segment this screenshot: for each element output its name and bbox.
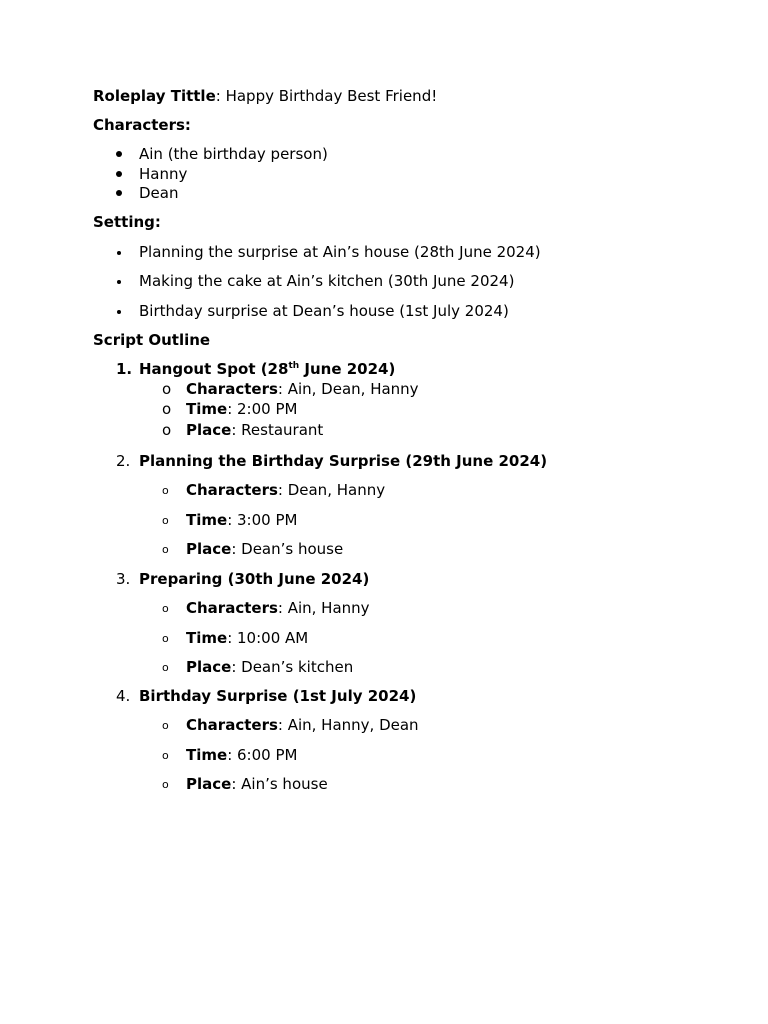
title-label: Roleplay Tittle bbox=[93, 87, 216, 105]
circle-bullet-icon: o bbox=[162, 380, 172, 398]
scene-title: Preparing (30th June 2024) bbox=[139, 570, 370, 588]
detail-label: Time bbox=[186, 511, 228, 529]
detail-value: : Dean, Hanny bbox=[277, 481, 386, 499]
detail-value: : 6:00 PM bbox=[227, 746, 298, 764]
character-item: Dean bbox=[139, 184, 179, 202]
circle-bullet-icon: o bbox=[162, 778, 169, 791]
bullet-dot-icon bbox=[117, 280, 121, 284]
detail-value: : Ain, Hanny, Dean bbox=[277, 716, 419, 734]
detail-label: Time bbox=[186, 400, 228, 418]
detail-value: : Restaurant bbox=[231, 421, 324, 439]
scene-detail-characters bbox=[186, 715, 419, 735]
detail-value: : 10:00 AM bbox=[227, 629, 309, 647]
circle-bullet-icon: o bbox=[162, 400, 172, 418]
scene-number: 4. bbox=[116, 687, 131, 705]
scene-number: 1. bbox=[116, 360, 133, 378]
detail-value: : Ain’s house bbox=[231, 775, 328, 793]
scene-title-superscript: th bbox=[288, 361, 300, 371]
detail-value: : 2:00 PM bbox=[227, 400, 298, 418]
circle-bullet-icon: o bbox=[162, 514, 169, 527]
circle-bullet-icon: o bbox=[162, 602, 169, 615]
circle-bullet-icon: o bbox=[162, 421, 172, 439]
detail-label: Place bbox=[186, 658, 232, 676]
scene-title-text: Hangout Spot (28 bbox=[139, 360, 289, 378]
setting-item: Planning the surprise at Ain’s house (28th June 2024) bbox=[139, 243, 541, 261]
bullet-dot-icon bbox=[116, 171, 122, 177]
bullet-dot-icon bbox=[117, 251, 121, 255]
outline-heading: Script Outline bbox=[93, 331, 211, 349]
scene-detail-characters bbox=[186, 480, 385, 500]
circle-bullet-icon: o bbox=[162, 749, 169, 762]
bullet-dot-icon bbox=[116, 151, 122, 157]
scene-number: 2. bbox=[116, 452, 131, 470]
scene-title: Birthday Surprise (1st July 2024) bbox=[139, 687, 417, 705]
circle-bullet-icon: o bbox=[162, 543, 169, 556]
detail-value: : Dean’s kitchen bbox=[231, 658, 354, 676]
setting-item: Making the cake at Ain’s kitchen (30th June 2024) bbox=[139, 272, 515, 290]
bullet-dot-icon bbox=[117, 310, 121, 314]
circle-bullet-icon: o bbox=[162, 661, 169, 674]
circle-bullet-icon: o bbox=[162, 719, 169, 732]
title-value: : Happy Birthday Best Friend! bbox=[215, 87, 438, 105]
scene-detail-place bbox=[186, 539, 343, 559]
detail-value: : Ain, Dean, Hanny bbox=[277, 380, 419, 398]
detail-label: Time bbox=[186, 629, 228, 647]
detail-label: Characters bbox=[186, 599, 278, 617]
detail-label: Characters bbox=[186, 716, 278, 734]
scene-detail-place bbox=[186, 657, 353, 677]
detail-label: Place bbox=[186, 775, 232, 793]
scene-detail-time bbox=[186, 399, 297, 419]
detail-label: Time bbox=[186, 746, 228, 764]
scene-title: Planning the Birthday Surprise (29th June 2024) bbox=[139, 452, 548, 470]
bullet-dot-icon bbox=[116, 190, 122, 196]
character-item: Hanny bbox=[139, 165, 188, 183]
scene-detail-characters bbox=[186, 598, 370, 618]
scene-number: 3. bbox=[116, 570, 131, 588]
detail-label: Place bbox=[186, 421, 232, 439]
scene-detail-place bbox=[186, 774, 328, 794]
scene-title bbox=[139, 359, 395, 379]
setting-heading: Setting: bbox=[93, 213, 161, 231]
circle-bullet-icon: o bbox=[162, 632, 169, 645]
detail-value: : Dean’s house bbox=[231, 540, 344, 558]
detail-label: Characters bbox=[186, 481, 278, 499]
character-item: Ain (the birthday person) bbox=[139, 145, 328, 163]
scene-detail-place bbox=[186, 420, 323, 440]
characters-heading: Characters: bbox=[93, 116, 191, 134]
setting-item: Birthday surprise at Dean’s house (1st July 2024) bbox=[139, 302, 509, 320]
scene-detail-time bbox=[186, 510, 297, 530]
detail-label: Characters bbox=[186, 380, 278, 398]
scene-detail-characters bbox=[186, 379, 419, 399]
detail-value: : Ain, Hanny bbox=[277, 599, 370, 617]
scene-title-text: June 2024) bbox=[299, 360, 396, 378]
detail-value: : 3:00 PM bbox=[227, 511, 298, 529]
scene-detail-time bbox=[186, 628, 308, 648]
scene-detail-time bbox=[186, 745, 297, 765]
circle-bullet-icon: o bbox=[162, 484, 169, 497]
roleplay-title bbox=[93, 86, 437, 106]
detail-label: Place bbox=[186, 540, 232, 558]
